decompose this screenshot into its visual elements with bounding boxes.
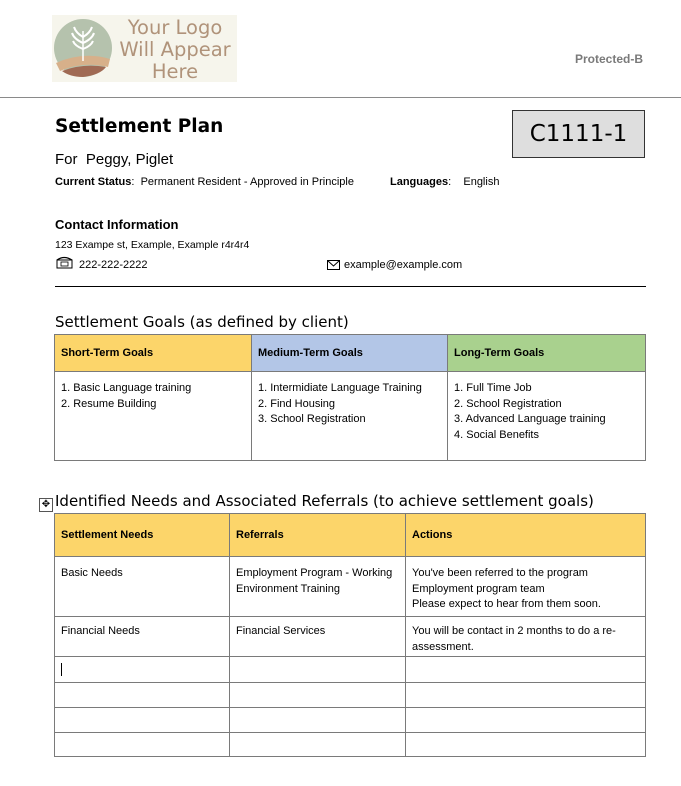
medium-term-goals[interactable]	[252, 372, 448, 461]
need-cell-empty[interactable]	[55, 683, 230, 708]
needs-heading: Identified Needs and Associated Referrals (to achieve settlement goals)	[55, 492, 594, 510]
actions-cell-empty[interactable]	[406, 683, 646, 708]
list-item: 1. Basic Language training	[61, 382, 192, 394]
action-text: Please expect to hear from them soon.	[412, 598, 601, 610]
action-text: You've been referred to the program	[412, 567, 588, 579]
email-address: example@example.com	[344, 259, 463, 271]
actions-cell-empty[interactable]	[406, 733, 646, 757]
languages-value: English	[463, 176, 500, 188]
action-text: assessment.	[412, 640, 474, 653]
need-text: Financial Needs	[61, 625, 140, 637]
need-cell-empty[interactable]	[55, 657, 230, 683]
list-item: 1. Full Time Job	[454, 382, 532, 394]
logo-text	[114, 17, 236, 83]
classification-label: Protected-B	[575, 52, 644, 66]
status-label: Current Status	[55, 176, 132, 188]
referral-text: Environment Training	[236, 582, 340, 595]
languages-label: Languages	[390, 176, 449, 188]
client-line	[55, 151, 173, 168]
list-item: 2. School Registration	[454, 397, 562, 410]
page-title: Settlement Plan	[55, 116, 224, 137]
list-item: 2. Find Housing	[258, 397, 336, 410]
text-cursor	[61, 663, 62, 676]
logo-emblem-icon	[52, 15, 114, 82]
logo-line-2: Will Appear	[119, 38, 231, 61]
goals-heading: Settlement Goals (as defined by client)	[55, 313, 349, 331]
referral-cell-empty[interactable]	[230, 708, 406, 733]
list-item: 3. School Registration	[258, 413, 366, 425]
actions-cell[interactable]	[406, 617, 646, 657]
actions-cell-empty[interactable]	[406, 708, 646, 733]
referral-cell-empty[interactable]	[230, 657, 406, 683]
list-item: 3. Advanced Language training	[454, 413, 606, 425]
client-name: Peggy, Piglet	[85, 151, 174, 168]
goals-table	[54, 334, 646, 461]
logo	[52, 15, 237, 82]
section-divider	[55, 286, 646, 287]
action-text: Employment program team	[412, 582, 545, 595]
logo-line-1: Your Logo	[127, 16, 223, 39]
need-cell-empty[interactable]	[55, 733, 230, 757]
referral-cell[interactable]	[230, 557, 406, 617]
status-value: Permanent Resident - Approved in Principle	[140, 176, 354, 188]
contact-heading: Contact Information	[55, 217, 179, 232]
for-label: For	[55, 151, 78, 168]
address: 123 Exampe st, Example, Example r4r4r4	[55, 239, 250, 251]
need-cell-empty[interactable]	[55, 708, 230, 733]
action-text: You will be contact in 2 months to do a re-	[412, 625, 616, 637]
referrals-header: Referrals	[230, 514, 406, 557]
mail-icon	[327, 258, 341, 276]
list-item: 4. Social Benefits	[454, 428, 539, 441]
medium-term-header: Medium-Term Goals	[252, 335, 448, 372]
long-term-goals[interactable]	[448, 372, 646, 461]
short-term-header: Short-Term Goals	[55, 335, 252, 372]
need-cell[interactable]	[55, 557, 230, 617]
referral-cell-empty[interactable]	[230, 683, 406, 708]
referral-cell[interactable]	[230, 617, 406, 657]
actions-header: Actions	[406, 514, 646, 557]
need-text: Basic Needs	[61, 567, 123, 579]
actions-cell[interactable]	[406, 557, 646, 617]
settlement-needs-header: Settlement Needs	[55, 514, 230, 557]
phone-number: 222-222-2222	[79, 259, 148, 271]
list-item: 1. Intermidiate Language Training	[258, 382, 422, 394]
table-move-handle-icon[interactable]: ✥	[39, 498, 53, 512]
plan-code-box: C1111-1	[512, 110, 645, 158]
languages-line: Languages: English	[390, 176, 500, 188]
actions-cell-empty[interactable]	[406, 657, 646, 683]
logo-line-3: Here	[151, 60, 199, 83]
needs-table	[54, 513, 646, 757]
short-term-goals[interactable]	[55, 372, 252, 461]
need-cell[interactable]	[55, 617, 230, 657]
list-item: 2. Resume Building	[61, 397, 157, 410]
referral-text: Employment Program - Working	[236, 567, 393, 579]
referral-cell-empty[interactable]	[230, 733, 406, 757]
header-divider	[0, 97, 681, 98]
phone-icon	[56, 256, 74, 274]
long-term-header: Long-Term Goals	[448, 335, 646, 372]
referral-text: Financial Services	[236, 625, 326, 637]
status-line: Current Status: Permanent Resident - Approved in Principle	[55, 176, 354, 188]
